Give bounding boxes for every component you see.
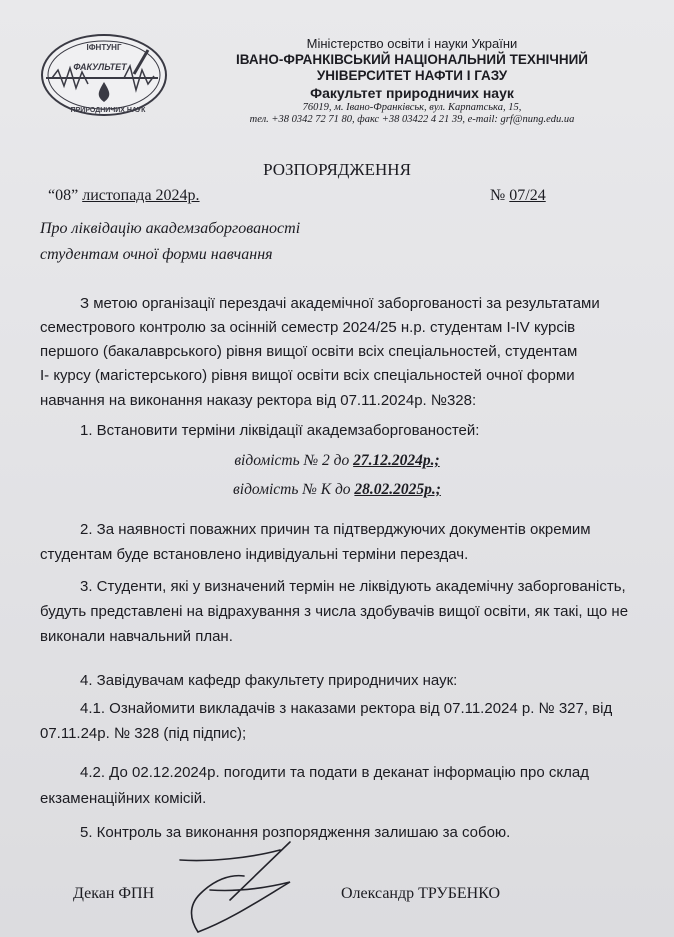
record-2-date: 28.02.2025р.;: [354, 481, 441, 498]
faculty-name: Факультет природничих наук: [310, 85, 514, 101]
logo-text-mid: ФАКУЛЬТЕТ: [73, 62, 127, 72]
item-2-line: 2. За наявності поважних причин та підтверджуючих документів окремим: [80, 521, 591, 538]
item-4: 4. Завідувачам кафедр факультету природничих наук:: [80, 672, 458, 689]
logo-text-top: ІФНТУНГ: [86, 43, 122, 52]
record-2-label: відомість № К до: [233, 481, 351, 498]
university-name-line2: УНІВЕРСИТЕТ НАФТИ І ГАЗУ: [316, 68, 508, 83]
document-date: [48, 187, 200, 205]
date-month-year: листопада 2024р.: [82, 187, 200, 204]
item-5: 5. Контроль за виконання розпорядження залишаю за собою.: [80, 824, 511, 841]
logo-text-bottom: ПРИРОДНИЧИХ НАУК: [70, 107, 146, 114]
intro-line: першого (бакалаврського) рівня вищої освіти всіх спеціальностей, студентам: [40, 343, 578, 360]
record-2: [0, 478, 674, 502]
number-value: 07/24: [509, 187, 546, 204]
date-day: “08”: [48, 187, 79, 204]
item-4-1-line: 07.11.24р. № 328 (під підпис);: [40, 725, 247, 742]
university-name-line1: ІВАНО-ФРАНКІВСЬКИЙ НАЦІОНАЛЬНИЙ ТЕХНІЧНИЙ: [236, 52, 588, 67]
item-2-line: студентам буде встановлено індивідуальні терміни перездач.: [40, 546, 469, 563]
document-subject: [40, 216, 300, 268]
record-1: [0, 449, 674, 473]
contacts: тел. +38 0342 72 71 80, факс +38 03422 4 21 39, e-mail: grf@nung.edu.ua: [249, 114, 575, 125]
letterhead: [210, 36, 614, 126]
faculty-logo: [38, 30, 170, 120]
item-3-line: виконали навчальний план.: [40, 628, 233, 645]
number-label: №: [490, 187, 506, 204]
subject-line: студентам очної форми навчання: [40, 246, 273, 263]
document-title: РОЗПОРЯДЖЕННЯ: [263, 160, 411, 179]
intro-line: І- курсу (магістерського) рівня вищої освіти всіх спеціальностей очної форми: [40, 367, 575, 384]
item-1: 1. Встановити терміни ліквідації академзаборгованостей:: [80, 422, 480, 439]
subject-line: Про ліквідацію академзаборгованості: [40, 220, 301, 237]
item-4-2-line: 4.2. До 02.12.2024р. погодити та подати в деканат інформацію про склад: [80, 764, 589, 781]
item-4-2-line: екзаменаційних комісій.: [40, 790, 207, 807]
item-4-1-line: 4.1. Ознайомити викладачів з наказами ректора від 07.11.2024 р. № 327, від: [80, 700, 613, 717]
document-number: [490, 187, 546, 205]
intro-line: З метою організації перездачі академічної заборгованості за результатами: [80, 295, 600, 312]
item-3-line: 3. Студенти, які у визначений термін не ліквідують академічну заборгованість,: [80, 578, 626, 595]
ministry-name: Міністерство освіти і науки України: [306, 36, 518, 51]
record-1-date: 27.12.2024р.;: [353, 452, 440, 469]
signatory-name: Олександр ТРУБЕНКО: [341, 885, 501, 902]
intro-line: навчання на виконання наказу ректора від 07.11.2024р. №328:: [40, 392, 477, 409]
handwritten-signature: [170, 840, 310, 937]
signatory-position: Декан ФПН: [73, 885, 155, 902]
address: 76019, м. Івано-Франківськ, вул. Карпатська, 15,: [302, 102, 522, 113]
intro-line: семестрового контролю за осінній семестр 2024/25 н.р. студентам І-ІV курсів: [40, 319, 576, 336]
item-3-line: будуть представлені на відрахування з числа здобувачів вищої освіти, як такі, що не: [40, 603, 629, 620]
record-1-label: відомість № 2 до: [234, 452, 350, 469]
